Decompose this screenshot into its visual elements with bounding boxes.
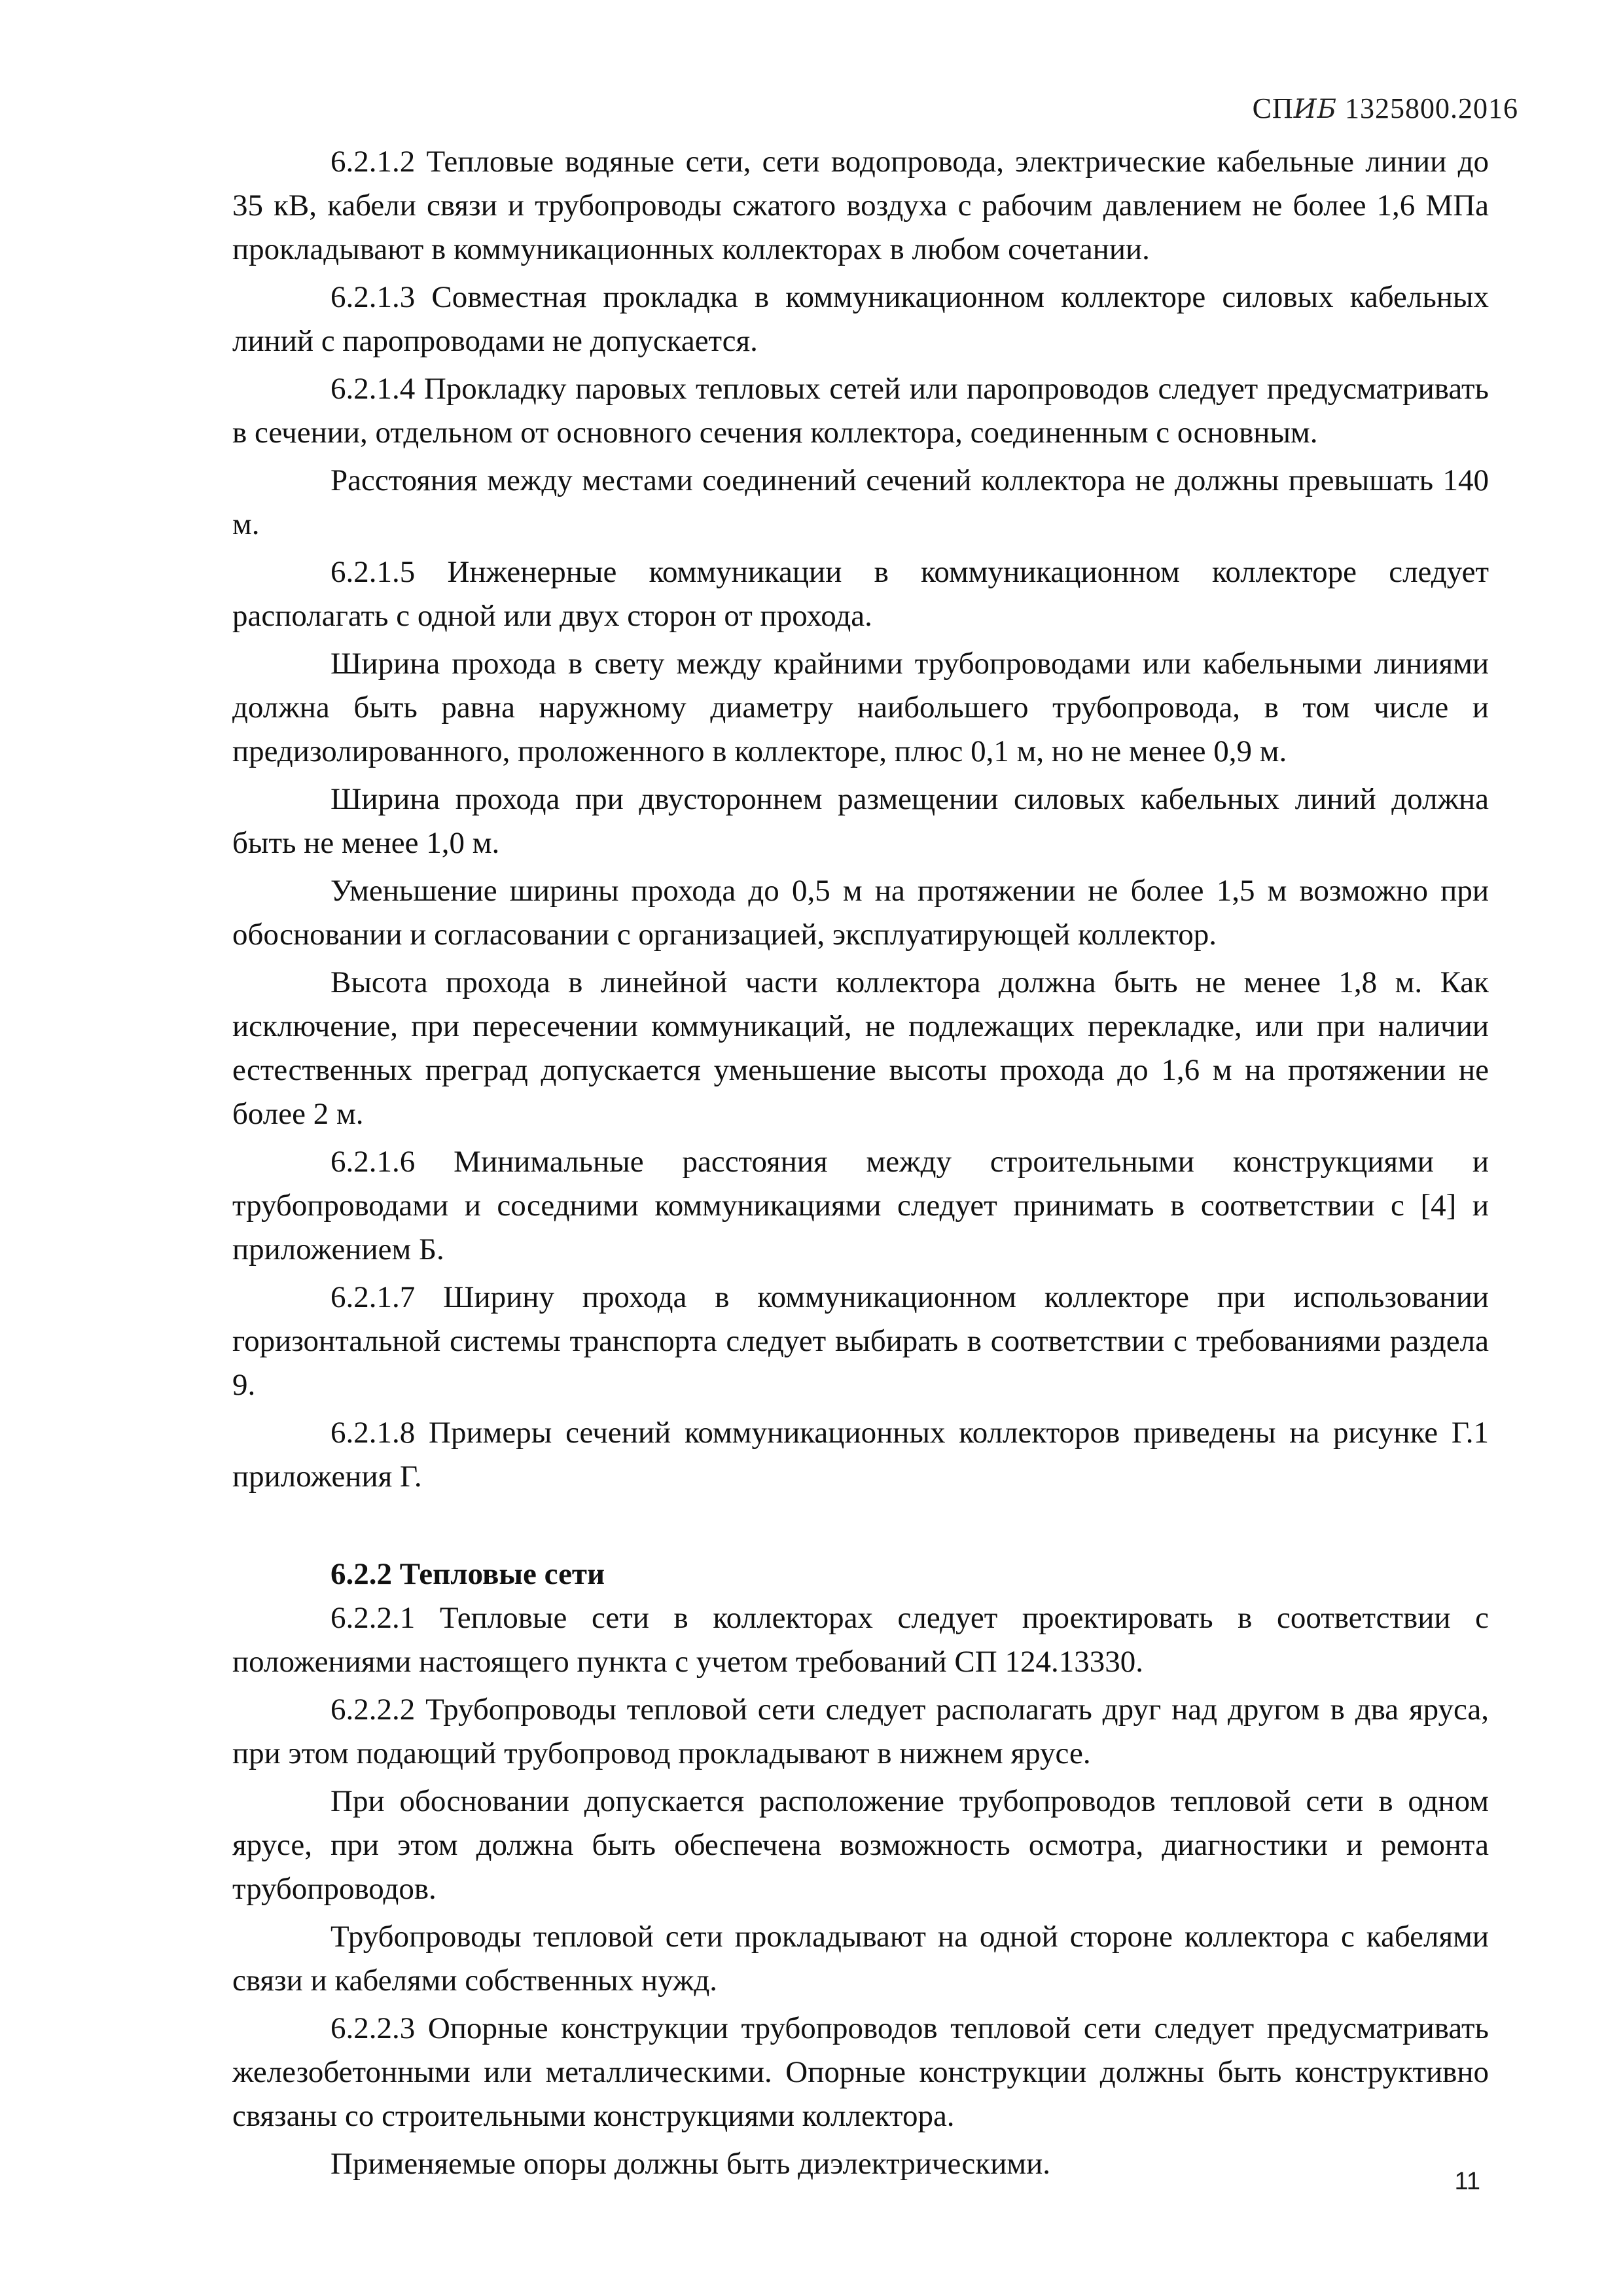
document-body xyxy=(232,140,1489,2186)
paragraph: Ширина прохода в свету между крайними трубопроводами или кабельными линиями должна быть равна наружному диаметру наибольшего трубопровода, в том числе и предизолированного, проложенного в коллекторе, плюс 0,1 м, но не менее 0,9 м. xyxy=(232,647,1489,768)
section-heading: 6.2.2 Тепловые сети xyxy=(330,1557,605,1591)
paragraph: Уменьшение ширины прохода до 0,5 м на протяжении не более 1,5 м возможно при обосновании и согласовании с организацией, эксплуатирующей коллектор. xyxy=(232,874,1489,952)
document-code xyxy=(1253,92,1518,125)
paragraph: Высота прохода в линейной части коллектора должна быть не менее 1,8 м. Как исключение, при пересечении коммуникаций, не подлежащих перекладке, или при наличии естественных преград допускается уменьшение высоты прохода до 1,6 м на протяжении не более 2 м. xyxy=(232,965,1489,1131)
handwritten-mark: ИБ xyxy=(1293,94,1337,124)
paragraph: 6.2.1.8 Примеры сечений коммуникационных коллекторов приведены на рисунке Г.1 приложения Г. xyxy=(232,1416,1489,1494)
paragraph: 6.2.1.7 Ширину прохода в коммуникационном коллекторе при использовании горизонтальной системы транспорта следует выбирать в соответствии с требованиями раздела 9. xyxy=(232,1280,1489,1402)
paragraph: При обосновании допускается расположение трубопроводов тепловой сети в одном ярусе, при этом должна быть обеспечена возможность осмотра, диагностики и ремонта трубопроводов. xyxy=(232,1784,1489,1906)
paragraph: 6.2.2.3 Опорные конструкции трубопроводов тепловой сети следует предусматривать железобетонными или металлическими. Опорные конструкции должны быть конструктивно связаны со строительными конструкциями коллектора. xyxy=(232,2011,1489,2133)
page-number: 11 xyxy=(1454,2168,1480,2195)
paragraph: 6.2.1.3 Совместная прокладка в коммуникационном коллекторе силовых кабельных линий с паропроводами не допускается. xyxy=(232,280,1489,358)
paragraph: 6.2.1.5 Инженерные коммуникации в коммуникационном коллекторе следует располагать с одной или двух сторон от прохода. xyxy=(232,555,1489,633)
document-code-prefix: СП xyxy=(1252,92,1294,124)
paragraph: Применяемые опоры должны быть диэлектрическими. xyxy=(330,2147,1051,2181)
paragraph: 6.2.2.2 Трубопроводы тепловой сети следует располагать друг над другом в два яруса, при этом подающий трубопровод прокладывают в нижнем ярусе. xyxy=(232,1693,1489,1770)
paragraph: 6.2.2.1 Тепловые сети в коллекторах следует проектировать в соответствии с положениями настоящего пункта с учетом требований СП 124.13330. xyxy=(232,1601,1489,1679)
paragraph: Ширина прохода при двустороннем размещении силовых кабельных линий должна быть не менее 1,0 м. xyxy=(232,782,1489,860)
paragraph: 6.2.1.4 Прокладку паровых тепловых сетей или паропроводов следует предусматривать в сечении, отдельном от основного сечения коллектора, соединенным с основным. xyxy=(232,372,1489,450)
paragraph: Трубопроводы тепловой сети прокладывают на одной стороне коллектора с кабелями связи и кабелями собственных нужд. xyxy=(232,1920,1489,1998)
paragraph: 6.2.1.6 Минимальные расстояния между строительными конструкциями и трубопроводами и соседними коммуникациями следует принимать в соответствии с [4] и приложением Б. xyxy=(232,1145,1489,1266)
document-code-number: 1325800.2016 xyxy=(1345,92,1518,124)
paragraph: 6.2.1.2 Тепловые водяные сети, сети водопровода, электрические кабельные линии до 35 кВ, кабели связи и трубопроводы сжатого воздуха с рабочим давлением не более 1,6 МПа прокладывают в коммуникационных коллекторах в любом сочетании. xyxy=(232,145,1489,266)
paragraph: Расстояния между местами соединений сечений коллектора не должны превышать 140 м. xyxy=(232,463,1489,541)
